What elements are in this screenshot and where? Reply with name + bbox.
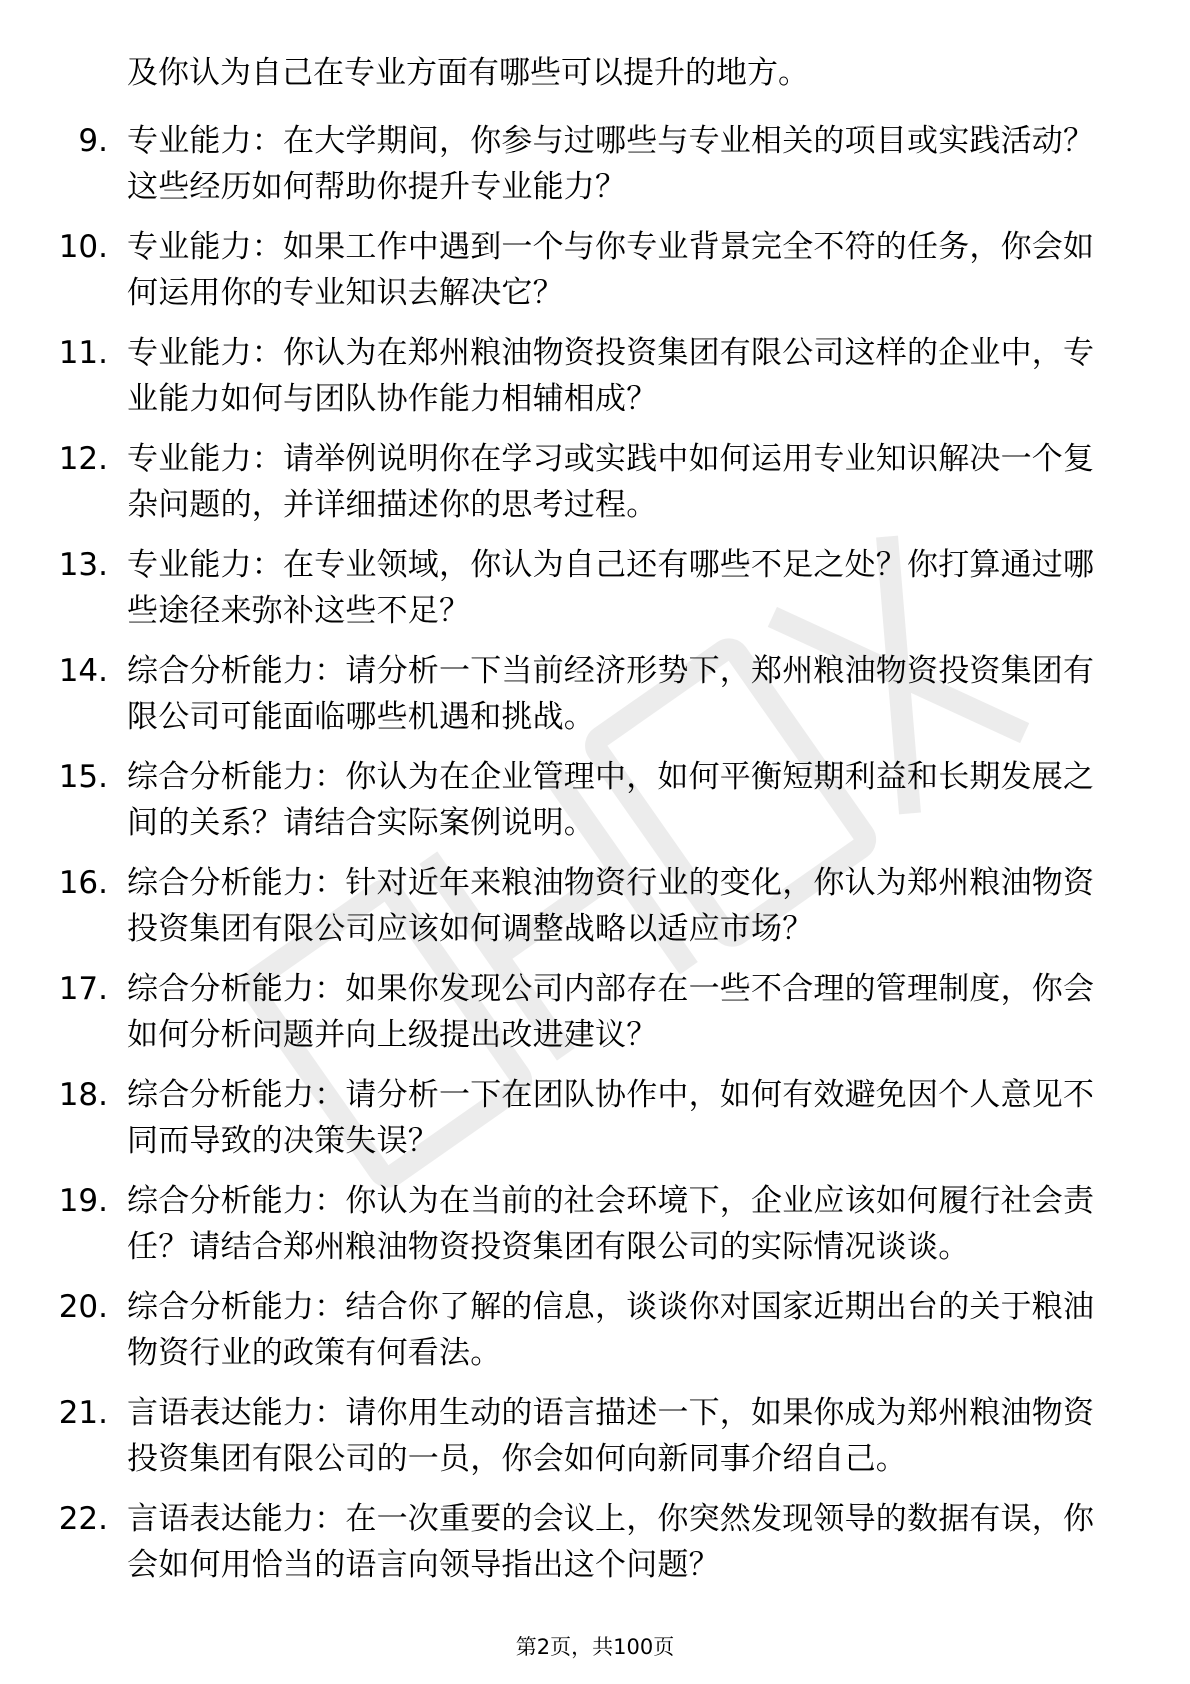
question-number: 19. bbox=[58, 1183, 108, 1219]
question-text: 专业能力：你认为在郑州粮油物资投资集团有限公司这样的企业中，专业能力如何与团队协作能力相辅相成？ bbox=[127, 335, 1095, 417]
page-footer: 第2页，共100页 bbox=[515, 1635, 675, 1659]
question-item bbox=[0, 966, 1190, 1058]
question-text: 专业能力：在大学期间，你参与过哪些与专业相关的项目或实践活动？这些经历如何帮助你提升专业能力？ bbox=[127, 123, 1095, 205]
question-item bbox=[0, 436, 1190, 528]
question-number: 17. bbox=[58, 971, 108, 1007]
question-text: 综合分析能力：你认为在当前的社会环境下，企业应该如何履行社会责任？请结合郑州粮油物资投资集团有限公司的实际情况谈谈。 bbox=[127, 1183, 1095, 1265]
question-item bbox=[0, 754, 1190, 846]
question-text: 专业能力：如果工作中遇到一个与你专业背景完全不符的任务，你会如何运用你的专业知识去解决它？ bbox=[127, 229, 1095, 311]
question-item bbox=[0, 1178, 1190, 1270]
question-number: 16. bbox=[58, 865, 108, 901]
question-item bbox=[0, 860, 1190, 952]
question-text: 综合分析能力：针对近年来粮油物资行业的变化，你认为郑州粮油物资投资集团有限公司应该如何调整战略以适应市场？ bbox=[127, 865, 1095, 947]
question-text: 综合分析能力：结合你了解的信息，谈谈你对国家近期出台的关于粮油物资行业的政策有何看法。 bbox=[127, 1289, 1095, 1371]
question-number: 13. bbox=[58, 547, 108, 583]
question-item bbox=[0, 1496, 1190, 1588]
question-number: 22. bbox=[58, 1501, 108, 1537]
question-text: 综合分析能力：请分析一下在团队协作中，如何有效避免因个人意见不同而导致的决策失误？ bbox=[127, 1077, 1095, 1159]
question-number: 18. bbox=[58, 1077, 108, 1113]
question-item bbox=[0, 330, 1190, 422]
question-item bbox=[0, 118, 1190, 210]
question-item bbox=[0, 1072, 1190, 1164]
question-text: 综合分析能力：请分析一下当前经济形势下，郑州粮油物资投资集团有限公司可能面临哪些机遇和挑战。 bbox=[127, 653, 1095, 735]
question-number: 10. bbox=[58, 229, 108, 265]
question-text: 言语表达能力：在一次重要的会议上，你突然发现领导的数据有误，你会如何用恰当的语言向领导指出这个问题？ bbox=[127, 1501, 1095, 1583]
question-number: 14. bbox=[58, 653, 108, 689]
continuation-text: 及你认为自己在专业方面有哪些可以提升的地方。 bbox=[127, 55, 809, 91]
question-number: 12. bbox=[58, 441, 108, 477]
question-text: 言语表达能力：请你用生动的语言描述一下，如果你成为郑州粮油物资投资集团有限公司的一员，你会如何向新同事介绍自己。 bbox=[127, 1395, 1095, 1477]
question-item bbox=[0, 1284, 1190, 1376]
question-number: 15. bbox=[58, 759, 108, 795]
question-number: 9. bbox=[78, 123, 108, 159]
question-item bbox=[0, 648, 1190, 740]
question-list bbox=[0, 118, 1190, 1602]
question-item bbox=[0, 542, 1190, 634]
question-text: 综合分析能力：如果你发现公司内部存在一些不合理的管理制度，你会如何分析问题并向上级提出改进建议？ bbox=[127, 971, 1095, 1053]
question-item bbox=[0, 1390, 1190, 1482]
question-number: 11. bbox=[58, 335, 108, 371]
question-number: 21. bbox=[58, 1395, 108, 1431]
question-text: 专业能力：请举例说明你在学习或实践中如何运用专业知识解决一个复杂问题的，并详细描述你的思考过程。 bbox=[127, 441, 1095, 523]
question-text: 专业能力：在专业领域，你认为自己还有哪些不足之处？你打算通过哪些途径来弥补这些不足？ bbox=[127, 547, 1095, 629]
question-text: 综合分析能力：你认为在企业管理中，如何平衡短期利益和长期发展之间的关系？请结合实际案例说明。 bbox=[127, 759, 1095, 841]
question-item bbox=[0, 224, 1190, 316]
question-number: 20. bbox=[58, 1289, 108, 1325]
